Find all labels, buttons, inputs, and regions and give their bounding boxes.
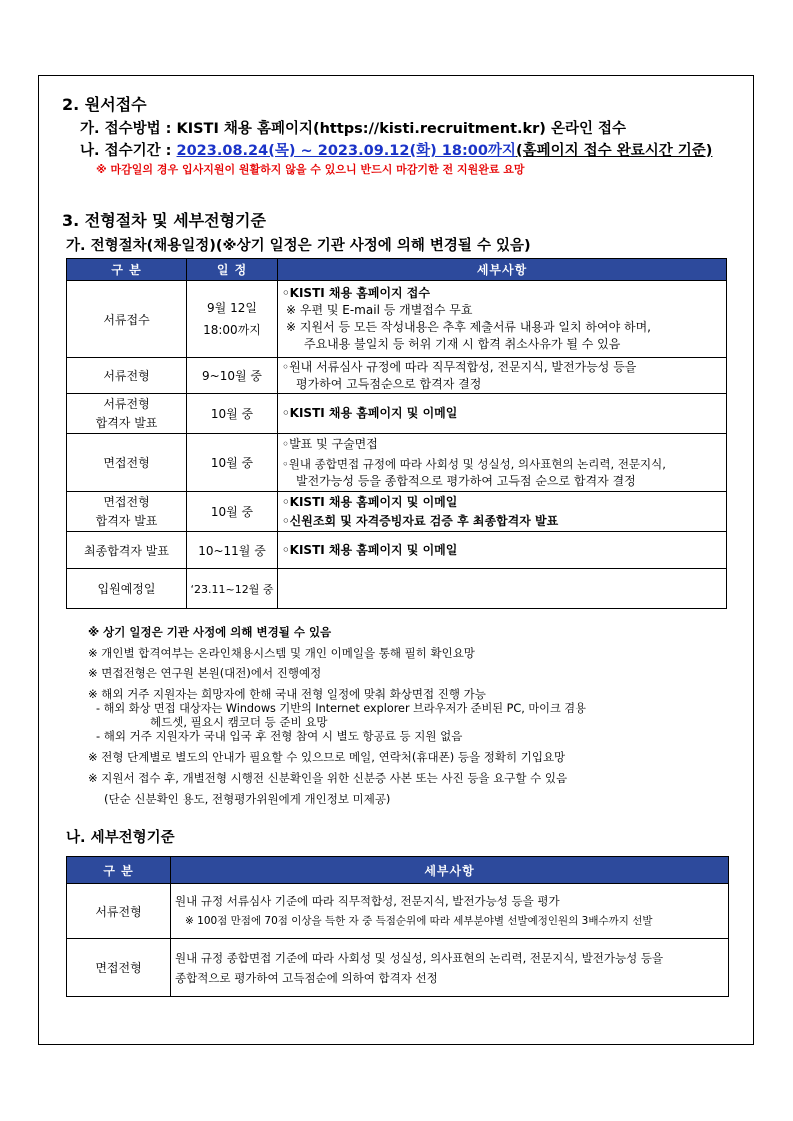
application-method: 가. 접수방법 : KISTI 채용 홈페이지(https://kisti.recruitment.kr) 온라인 접수 (80, 121, 627, 137)
note-line: ※ 개인별 합격여부는 온라인채용시스템 및 개인 이메일을 통해 필히 확인요망 (88, 646, 475, 660)
table-row (67, 569, 727, 609)
stage-line: 합격자 발표 (95, 513, 158, 528)
section-2-title: 2. 원서접수 (62, 95, 147, 114)
date-cell: 10월 중 (187, 394, 278, 434)
details-cell (278, 569, 727, 609)
col-header-stage: 구 분 (67, 857, 171, 884)
stage-cell: 서류전형 (67, 884, 171, 939)
date-cell: 9~10월 중 (187, 358, 278, 394)
col-header-details: 세부사항 (171, 857, 729, 884)
note-line: ※ 상기 일정은 기관 사정에 의해 변경될 수 있음 (88, 625, 332, 639)
stage-cell: 서류전형 (67, 358, 187, 394)
details-cell (171, 884, 729, 939)
date-cell: 10~11월 중 (187, 532, 278, 569)
date-line: 18:00까지 (203, 323, 261, 337)
detail-line: 평가하여 고득점순으로 합격자 결정 (296, 376, 482, 391)
table-row (67, 394, 727, 434)
col-header-date: 일 정 (187, 259, 278, 281)
table-row (67, 939, 729, 997)
detail-line: ◦원내 서류심사 규정에 따라 직무적합성, 전문지식, 발전가능성 등을 (282, 359, 637, 374)
detail-line: 원내 규정 종합면접 기준에 따라 사회성 및 성실성, 의사표현의 논리력, 전문지식, 발전가능성 등을 (175, 950, 664, 965)
criteria-table (66, 856, 729, 997)
stage-line: 합격자 발표 (95, 415, 158, 430)
table-row (67, 884, 729, 939)
date-cell: 10월 중 (187, 434, 278, 492)
period-label: 나. 접수기간 : (80, 143, 177, 159)
detail-line: ◦KISTI 채용 홈페이지 및 이메일 (282, 494, 458, 509)
stage-cell (67, 492, 187, 532)
table-row (67, 492, 727, 532)
schedule-header-row (67, 259, 727, 281)
note-line: - 해외 화상 면접 대상자는 Windows 기반의 Internet explorer 브라우저가 준비된 PC, 마이크 겸용 (96, 702, 586, 715)
stage-line: 서류전형 (103, 396, 150, 411)
detail-line: 종합적으로 평가하여 고득점순에 의하여 합격자 선정 (175, 970, 438, 985)
stage-cell: 입원예정일 (67, 569, 187, 609)
deadline-warning: ※ 마감일의 경우 입사지원이 원활하지 않을 수 있으니 반드시 마감기한 전 지원완료 요망 (96, 163, 525, 176)
detail-line: ◦원내 종합면접 규정에 따라 사회성 및 성실성, 의사표현의 논리력, 전문지식, (282, 456, 666, 471)
table-row (67, 434, 727, 492)
detail-line: 발전가능성 등을 종합적으로 평가하여 고득점 순으로 합격자 결정 (296, 473, 636, 488)
details-cell: ◦KISTI 채용 홈페이지 및 이메일 (278, 394, 727, 434)
stage-line: 면접전형 (103, 494, 150, 509)
period-dates: 2023.08.24(목) ~ 2023.09.12(화) 18:00까지 (176, 143, 516, 159)
note-line: (단순 신분확인 용도, 전형평가위원에게 개인정보 미제공) (104, 792, 391, 806)
detail-line: ◦KISTI 채용 홈페이지 접수 (282, 286, 430, 300)
note-line: ※ 지원서 접수 후, 개별전형 시행전 신분확인을 위한 신분증 사본 또는 사진 등을 요구할 수 있음 (88, 771, 568, 785)
detail-line: 주요내용 불일치 등 허위 기재 시 합격 취소사유가 될 수 있음 (304, 337, 621, 351)
detail-line: ※ 지원서 등 모든 작성내용은 추후 제출서류 내용과 일치 하여야 하며, (286, 320, 652, 334)
table-row (67, 358, 727, 394)
detail-line: ◦신원조회 및 자격증빙자료 검증 후 최종합격자 발표 (282, 513, 559, 528)
stage-cell: 면접전형 (67, 434, 187, 492)
col-header-details: 세부사항 (278, 259, 727, 281)
section-3-title: 3. 전형절차 및 세부전형기준 (62, 211, 266, 230)
details-cell: ◦KISTI 채용 홈페이지 및 이메일 (278, 532, 727, 569)
date-line: 9월 12일 (207, 301, 257, 315)
stage-cell (67, 394, 187, 434)
date-cell: 10월 중 (187, 492, 278, 532)
stage-cell: 최종합격자 발표 (67, 532, 187, 569)
details-cell (278, 358, 727, 394)
details-cell (171, 939, 729, 997)
details-cell (278, 281, 727, 358)
date-cell: ‘23.11~12월 중 (187, 569, 278, 609)
detail-line: ◦발표 및 구술면접 (282, 436, 378, 451)
table-row (67, 281, 727, 358)
note-line: - 해외 거주 지원자가 국내 입국 후 전형 참여 시 별도 항공료 등 지원 없음 (96, 729, 463, 743)
note-line: ※ 면접전형은 연구원 본원(대전)에서 진행예정 (88, 666, 322, 680)
period-tail: (홈페이지 접수 완료시간 기준) (515, 143, 713, 159)
criteria-subtitle: 나. 세부전형기준 (66, 830, 175, 846)
note-line: ※ 해외 거주 지원자는 희망자에 한해 국내 전형 일정에 맞춰 화상면접 진행 가능 (88, 687, 486, 701)
table-row (67, 532, 727, 569)
date-cell (187, 281, 278, 358)
criteria-header-row (67, 857, 729, 884)
details-cell (278, 434, 727, 492)
stage-cell: 서류접수 (67, 281, 187, 358)
note-line: 헤드셋, 필요시 캠코더 등 준비 요망 (150, 715, 328, 729)
detail-line: 원내 규정 서류심사 기준에 따라 직무적합성, 전문지식, 발전가능성 등을 평가 (175, 894, 560, 908)
stage-cell: 면접전형 (67, 939, 171, 997)
detail-line: ※ 100점 만점에 70점 이상을 득한 자 중 득점순위에 따라 세부분야별 선발예정인원의 3배수까지 선발 (185, 915, 653, 927)
schedule-table (66, 258, 727, 609)
schedule-subtitle: 가. 전형절차(채용일정)(※상기 일정은 기관 사정에 의해 변경될 수 있음) (66, 238, 531, 254)
col-header-stage: 구 분 (67, 259, 187, 281)
note-line: ※ 전형 단계별로 별도의 안내가 필요할 수 있으므로 메일, 연락처(휴대폰) 등을 정확히 기입요망 (88, 750, 566, 764)
application-period (80, 139, 712, 160)
detail-line: ※ 우편 및 E-mail 등 개별접수 무효 (286, 303, 473, 317)
details-cell (278, 492, 727, 532)
